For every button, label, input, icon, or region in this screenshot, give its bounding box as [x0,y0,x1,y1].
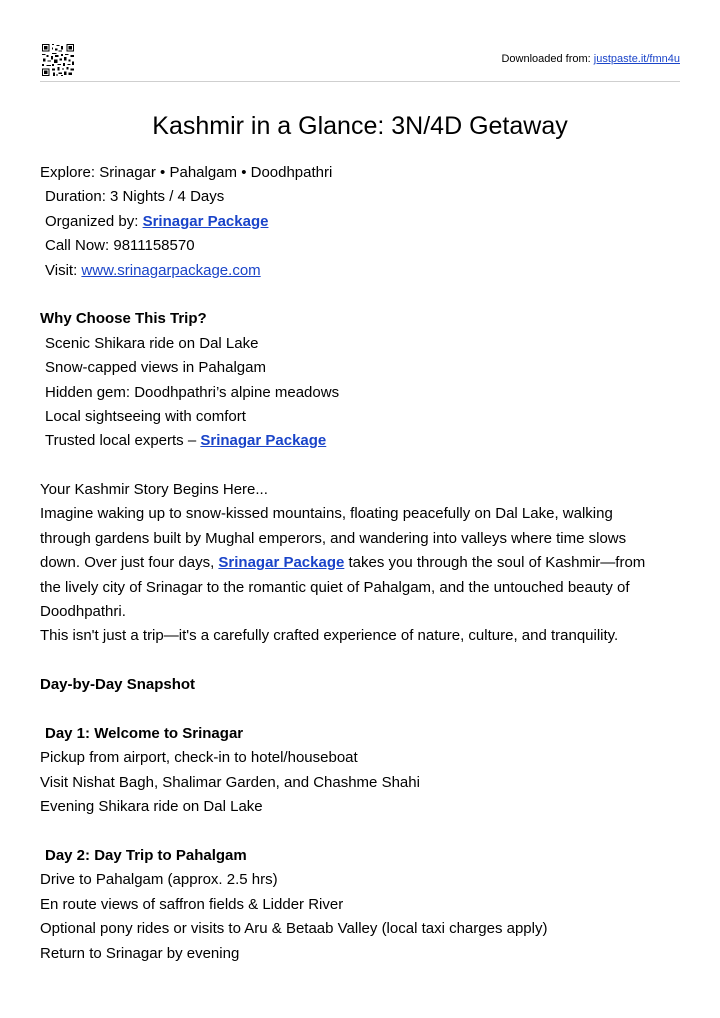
why-item: Local sightseeing with comfort [45,407,246,425]
page-header [40,44,680,80]
organizer-link[interactable]: Srinagar Package [142,212,269,230]
why-item: Scenic Shikara ride on Dal Lake [45,334,259,352]
document-body [40,161,680,966]
day2-item: Optional pony rides or visits to Aru & Betaab Valley (local taxi charges apply) [40,920,548,938]
story-closing: This isn't just a trip—it's a carefully crafted experience of nature, culture, and tranquility. [40,627,619,645]
website-link[interactable]: www.srinagarpackage.com [81,261,261,279]
snapshot-heading: Day-by-Day Snapshot [40,676,196,694]
spacer [40,649,680,673]
story-heading: Your Kashmir Story Begins Here... [40,481,268,499]
day1-item: Visit Nishat Bagh, Shalimar Garden, and Chashme Shahi [40,773,420,791]
story-line-post: takes you through the soul of Kashmir—from [344,554,646,572]
day1-item: Pickup from airport, check-in to hotel/houseboat [40,749,358,767]
spacer [40,283,680,307]
day1-title: Day 1: Welcome to Srinagar [45,724,244,742]
call-line: Call Now: 9811158570 [45,237,195,255]
duration-line: Duration: 3 Nights / 4 Days [45,188,225,206]
story-line: the lively city of Srinagar to the romantic quiet of Pahalgam, and the untouched beauty of [40,578,630,596]
why-item-last [40,429,680,453]
spacer [40,820,680,844]
story-line-pre: down. Over just four days, [40,554,219,572]
organized-line [40,210,680,234]
download-source-label: Downloaded from: [501,53,594,65]
day2-title: Day 2: Day Trip to Pahalgam [45,846,247,864]
why-heading: Why Choose This Trip? [40,310,207,328]
visit-line [40,259,680,283]
header-divider [40,81,680,82]
day2-item: En route views of saffron fields & Lidder River [40,895,344,913]
experts-link[interactable]: Srinagar Package [200,432,327,450]
story-line [40,551,680,575]
story-package-link[interactable]: Srinagar Package [218,554,345,572]
day1-item: Evening Shikara ride on Dal Lake [40,798,263,816]
why-item: Snow-capped views in Pahalgam [45,359,266,377]
why-last-prefix: Trusted local experts – [45,432,201,450]
spacer [40,454,680,478]
story-line: Imagine waking up to snow-kissed mountains, floating peacefully on Dal Lake, walking [40,505,613,523]
explore-line: Explore: Srinagar • Pahalgam • Doodhpathri [40,164,333,181]
story-line: through gardens built by Mughal emperors, and wandering into valleys where time slows [40,529,627,547]
day2-item: Drive to Pahalgam (approx. 2.5 hrs) [40,871,278,889]
download-source [501,53,680,65]
story-line: Doodhpathri. [40,603,126,621]
spacer [40,698,680,722]
page-title: Kashmir in a Glance: 3N/4D Getaway [152,112,568,140]
qr-code-icon [42,44,74,76]
why-item: Hidden gem: Doodhpathri’s alpine meadows [45,383,340,401]
organized-label: Organized by: [45,212,143,230]
source-link[interactable]: justpaste.it/fmn4u [593,53,680,65]
day2-item: Return to Srinagar by evening [40,944,240,962]
visit-label: Visit: [45,261,82,279]
